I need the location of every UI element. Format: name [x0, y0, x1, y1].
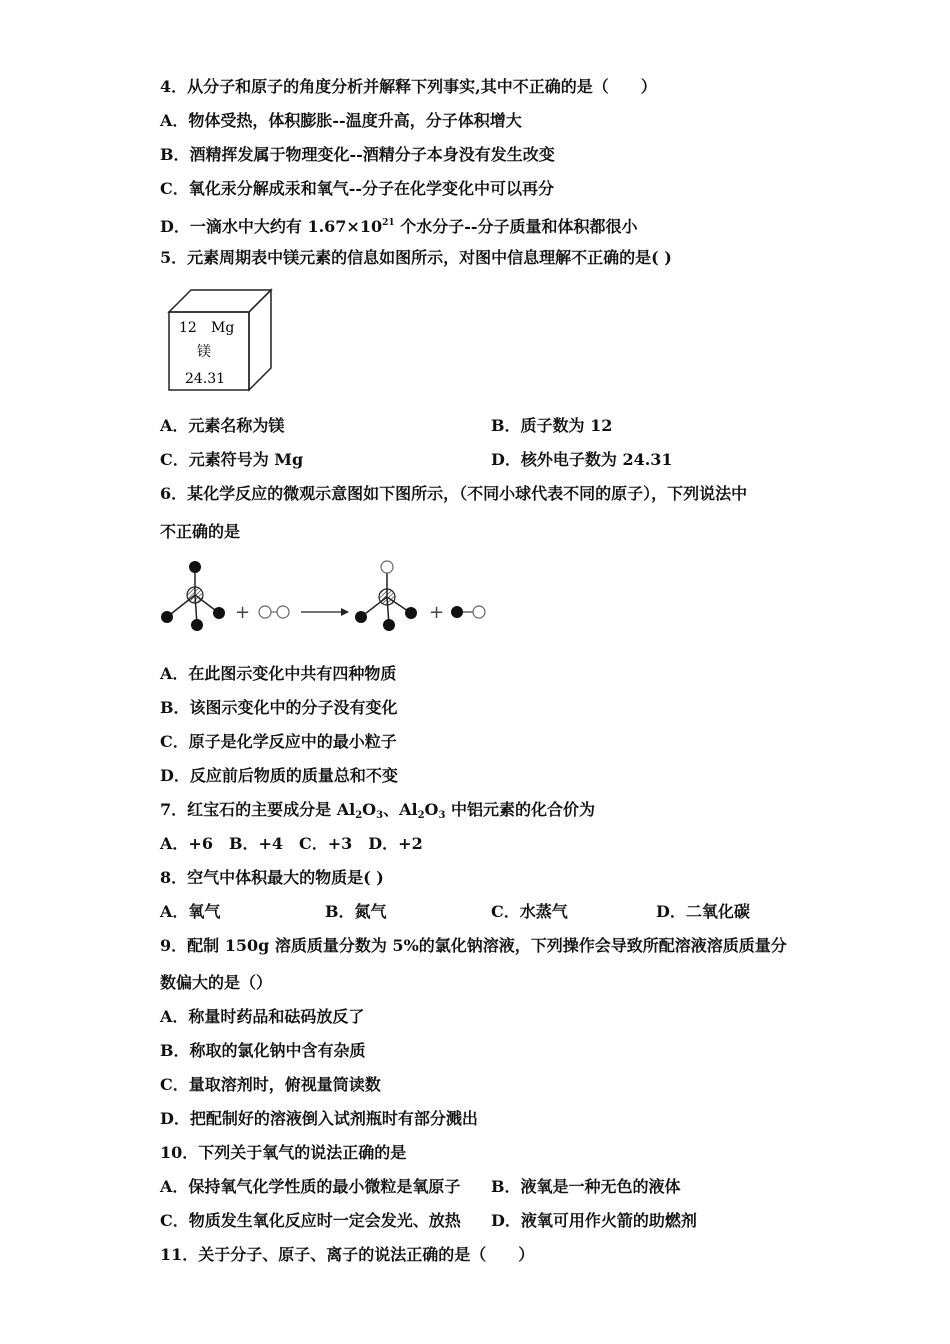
product-molecule-2 — [451, 606, 485, 618]
white-atom — [259, 606, 271, 618]
q6-option-c: C．原子是化学反应中的最小粒子 — [160, 732, 397, 751]
element-symbol: Mg — [211, 320, 235, 336]
q4-stem: 4．从分子和原子的角度分析并解释下列事实,其中不正确的是（ ） — [160, 77, 657, 96]
q9-stem-line1: 9．配制 150g 溶质质量分数为 5%的氯化钠溶液，下列操作会导致所配溶液溶质质量分 — [160, 936, 787, 955]
q8-option-a: A．氧气 — [160, 902, 221, 921]
subscript: 2 — [417, 810, 425, 821]
q4-d-exponent: 21 — [382, 218, 395, 228]
q5-option-b: B．质子数为 12 — [491, 416, 613, 435]
plus-sign: + — [429, 602, 445, 623]
q5-option-a: A．元素名称为镁 — [160, 416, 285, 435]
black-atom — [189, 561, 201, 573]
q8-stem: 8．空气中体积最大的物质是( ) — [160, 868, 384, 887]
element-name: 镁 — [197, 344, 211, 360]
q10-option-a: A．保持氧气化学性质的最小微粒是氧原子 — [160, 1177, 461, 1196]
hatched-atom — [187, 587, 203, 603]
q7-options: A．+6 B．+4 C．+3 D．+2 — [160, 834, 423, 853]
q6-option-d: D．反应前后物质的质量总和不变 — [160, 766, 398, 785]
black-atom — [355, 611, 367, 623]
q4-option-d — [160, 213, 637, 237]
q4-option-b: B．酒精挥发属于物理变化--酒精分子本身没有发生改变 — [160, 145, 555, 164]
element-tile-figure — [165, 286, 277, 396]
plus-sign: + — [235, 602, 251, 623]
q6-option-a: A．在此图示变化中共有四种物质 — [160, 664, 397, 683]
q8-option-b: B．氮气 — [325, 902, 387, 921]
q6-stem-line2: 不正确的是 — [160, 522, 241, 541]
white-atom — [277, 606, 289, 618]
subscript: 3 — [438, 810, 446, 821]
black-atom — [383, 619, 395, 631]
q4-d-prefix: D．一滴水中大约有 1.67×10 — [160, 217, 383, 236]
reactant-molecule-2 — [259, 606, 289, 618]
q9-option-b: B．称取的氯化钠中含有杂质 — [160, 1041, 366, 1060]
q7-stem — [160, 800, 595, 826]
element-number: 12 — [179, 320, 197, 336]
q10-option-d: D．液氧可用作火箭的助燃剂 — [491, 1211, 697, 1230]
q9-option-c: C．量取溶剂时，俯视量筒读数 — [160, 1075, 381, 1094]
hatched-atom — [379, 589, 395, 605]
q7-oxygen: O — [424, 800, 439, 819]
q11-stem: 11．关于分子、原子、离子的说法正确的是（ ） — [160, 1245, 535, 1264]
q9-option-a: A．称量时药品和砝码放反了 — [160, 1007, 365, 1026]
q6-option-b: B．该图示变化中的分子没有变化 — [160, 698, 398, 717]
q5-option-d: D．核外电子数为 24.31 — [491, 450, 673, 469]
subscript: 3 — [376, 810, 384, 821]
subscript: 2 — [355, 810, 363, 821]
q7-stem-part: 7．红宝石的主要成分是 Al — [160, 800, 356, 819]
q9-stem-line2: 数偏大的是（） — [160, 973, 273, 992]
q10-stem: 10．下列关于氧气的说法正确的是 — [160, 1143, 407, 1162]
element-mass: 24.31 — [185, 371, 226, 387]
q5-stem: 5．元素周期表中镁元素的信息如图所示，对图中信息理解不正确的是( ) — [160, 248, 672, 267]
black-atom — [161, 611, 173, 623]
tile-top-face — [169, 290, 271, 312]
q5-option-c: C．元素符号为 Mg — [160, 450, 304, 469]
q6-stem-line1: 6．某化学反应的微观示意图如下图所示，（不同小球代表不同的原子），下列说法中 — [160, 484, 748, 503]
q7-stem-part: 、Al — [383, 800, 418, 819]
q7-stem-part: 中铝元素的化合价为 — [445, 800, 596, 819]
q10-option-b: B．液氧是一种无色的液体 — [491, 1177, 681, 1196]
q4-option-a: A．物体受热，体积膨胀--温度升高，分子体积增大 — [160, 111, 522, 130]
q4-option-c: C．氧化汞分解成汞和氧气--分子在化学变化中可以再分 — [160, 179, 555, 198]
black-atom — [451, 606, 463, 618]
reaction-diagram — [155, 555, 495, 637]
product-molecule-1 — [355, 561, 417, 631]
white-atom — [381, 561, 393, 573]
black-atom — [213, 607, 225, 619]
black-atom — [191, 619, 203, 631]
q4-d-suffix: 个水分子--分子质量和体积都很小 — [394, 217, 638, 236]
white-atom — [473, 606, 485, 618]
tile-side-face — [249, 290, 271, 390]
q9-option-d: D．把配制好的溶液倒入试剂瓶时有部分溅出 — [160, 1109, 478, 1128]
q8-option-d: D．二氧化碳 — [656, 902, 750, 921]
q8-option-c: C．水蒸气 — [491, 902, 568, 921]
reaction-arrow — [301, 608, 349, 616]
black-atom — [405, 607, 417, 619]
q7-oxygen: O — [362, 800, 377, 819]
reactant-molecule-1 — [161, 561, 225, 631]
q10-option-c: C．物质发生氧化反应时一定会发光、放热 — [160, 1211, 461, 1230]
